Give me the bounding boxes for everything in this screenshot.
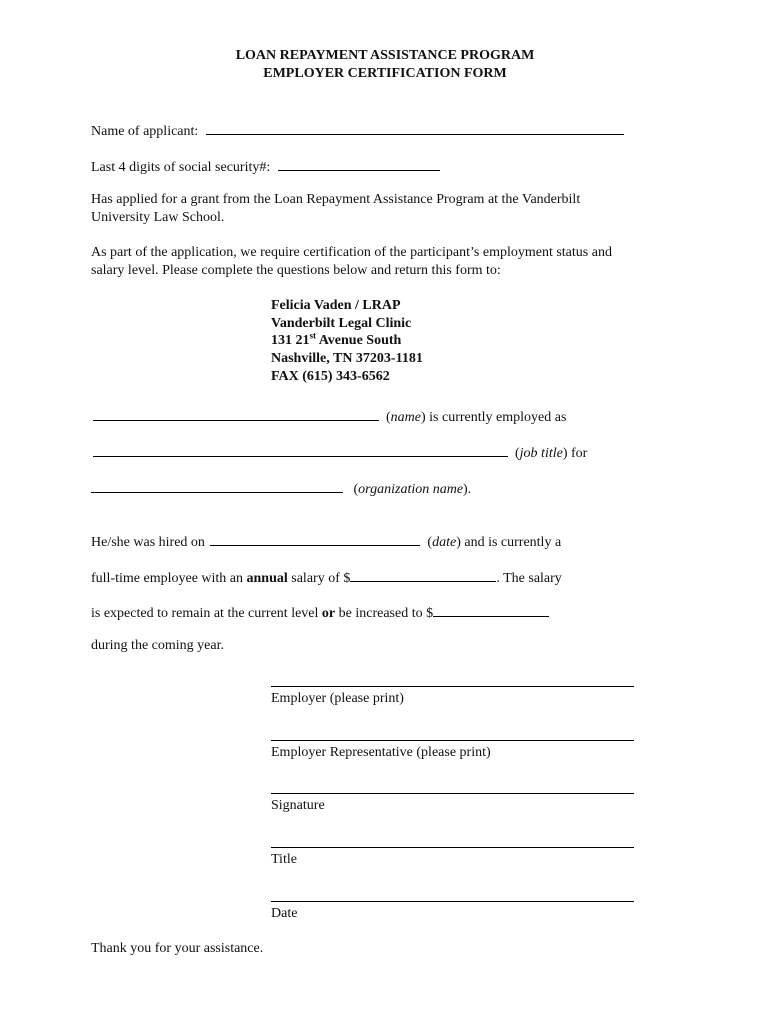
organization-hint: organization name <box>358 482 464 497</box>
increased-to-text: be increased to $ <box>338 606 434 621</box>
or-emphasis: or <box>321 606 336 621</box>
closing-thanks: Thank you for your assistance. <box>91 941 264 956</box>
ssn-field[interactable] <box>278 155 440 171</box>
title-line[interactable] <box>271 847 634 848</box>
job-title-hint: job title <box>519 446 563 461</box>
hire-date-field[interactable] <box>210 530 420 546</box>
signature-label: Signature <box>271 798 325 813</box>
hire-date-suffix: ) and is currently a <box>456 535 562 550</box>
fulltime-prefix: full-time employee with an <box>91 571 244 586</box>
hire-date-hint: date <box>432 535 457 550</box>
address-line-3 <box>271 332 401 350</box>
employee-name-field[interactable] <box>93 405 379 421</box>
ssn-row <box>91 155 440 177</box>
address-street-sup: st <box>309 330 316 341</box>
form-title-line2: EMPLOYER CERTIFICATION FORM <box>263 66 507 81</box>
hire-date-prefix: He/she was hired on <box>91 535 205 550</box>
job-title-field[interactable] <box>93 441 508 457</box>
organization-row: (organization name). <box>91 477 471 499</box>
applicant-name-field[interactable] <box>206 119 624 135</box>
employer-label: Employer (please print) <box>271 691 404 706</box>
expected-salary-row <box>91 601 549 623</box>
date-line[interactable] <box>271 901 634 902</box>
annual-salary-field[interactable] <box>350 566 496 582</box>
employed-as-text: ) is currently employed as <box>421 410 567 425</box>
address-line-2: Vanderbilt Legal Clinic <box>271 316 412 331</box>
salary-of-text: salary of $ <box>291 571 351 586</box>
job-title-for-text: ) for <box>562 446 588 461</box>
representative-label: Employer Representative (please print) <box>271 745 491 760</box>
date-label: Date <box>271 906 298 921</box>
address-line-1: Felicia Vaden / LRAP <box>271 298 401 313</box>
form-title-line1: LOAN REPAYMENT ASSISTANCE PROGRAM <box>235 48 535 63</box>
representative-line[interactable] <box>271 740 634 741</box>
employer-line[interactable] <box>271 686 634 687</box>
annual-salary-row <box>91 566 562 588</box>
hire-date-row: He/she was hired on (date) and is currently a <box>91 530 561 552</box>
applicant-name-row <box>91 119 624 141</box>
ssn-label: Last 4 digits of social security#: <box>91 160 271 175</box>
salary-suffix: . The salary <box>496 571 562 586</box>
intro-paragraph-2-line-2: salary level. Please complete the questions below and return this form to: <box>91 263 501 278</box>
intro-paragraph-2-line-1: As part of the application, we require certification of the participant’s employment status and <box>91 245 612 260</box>
job-title-row: (job title) for <box>93 441 587 463</box>
address-line-4: Nashville, TN 37203-1181 <box>271 351 423 366</box>
organization-field[interactable] <box>91 477 343 493</box>
employee-name-row: (name) is currently employed as <box>93 405 566 427</box>
title-label: Title <box>271 852 297 867</box>
address-street-name: Avenue South <box>316 333 402 348</box>
coming-year-text: during the coming year. <box>91 638 224 653</box>
signature-line[interactable] <box>271 793 634 794</box>
organization-suffix: ). <box>463 482 472 497</box>
expected-salary-field[interactable] <box>433 601 549 617</box>
intro-paragraph-1-line-2: University Law School. <box>91 210 225 225</box>
address-fax: FAX (615) 343-6562 <box>271 369 390 384</box>
address-street-number: 131 21 <box>271 333 310 348</box>
applicant-name-label: Name of applicant: <box>91 124 199 139</box>
employee-name-hint: name <box>390 410 421 425</box>
intro-paragraph-1-line-1: Has applied for a grant from the Loan Repayment Assistance Program at the Vanderbilt <box>91 192 581 207</box>
expected-prefix: is expected to remain at the current level <box>91 606 319 621</box>
annual-emphasis: annual <box>246 571 288 586</box>
